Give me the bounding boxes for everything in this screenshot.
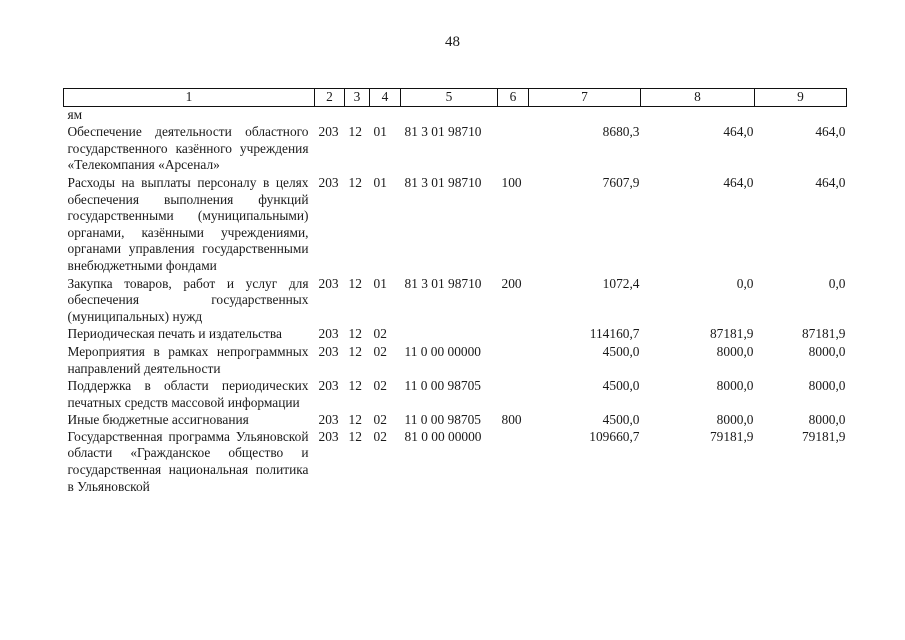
expense-name: Иные бюджетные ассигнования	[67, 412, 249, 428]
amount-col9: 8000,0	[808, 378, 846, 394]
section-code: 12	[348, 343, 362, 359]
amount-col7: 4500,0	[602, 412, 640, 428]
ministry-code: 203	[318, 326, 339, 342]
section-code: 12	[348, 124, 362, 140]
amount-col9: 8000,0	[808, 412, 846, 428]
column-header-8: 8	[641, 89, 755, 107]
expense-name: Поддержка в области периодических печатных средств массовой информации	[67, 378, 309, 410]
column-header-7: 7	[529, 89, 641, 107]
column-header-6: 6	[498, 89, 529, 107]
expense-type-code: 200	[501, 275, 522, 291]
amount-col9: 464,0	[815, 174, 846, 190]
subsection-code: 02	[373, 343, 387, 359]
ministry-code: 203	[318, 124, 339, 140]
ministry-code: 203	[318, 174, 339, 190]
target-article-code: 11 0 00 98705	[404, 412, 481, 428]
expense-name: Мероприятия в рамках непрограммных направлений деятельности	[67, 343, 309, 376]
amount-col7: 4500,0	[602, 378, 640, 394]
amount-col8: 87181,9	[709, 326, 754, 342]
column-header-2: 2	[315, 89, 345, 107]
expense-type-code: 100	[501, 174, 522, 190]
expense-type-code	[498, 106, 529, 124]
amount-col8: 464,0	[723, 124, 754, 140]
subsection-code: 02	[373, 326, 387, 342]
subsection-code: 02	[373, 378, 387, 394]
subsection-code: 01	[373, 124, 387, 140]
table-row	[64, 326, 847, 344]
section-code: 12	[348, 326, 362, 342]
table-row	[64, 276, 847, 327]
table-row	[64, 378, 847, 412]
subsection-code	[370, 106, 401, 124]
ministry-code: 203	[318, 343, 339, 359]
ministry-code: 203	[318, 412, 339, 428]
ministry-code: 203	[318, 378, 339, 394]
amount-col9: 87181,9	[801, 326, 846, 342]
expense-name: Закупка товаров, работ и услуг для обеспечения государственных (муниципальных) нужд	[67, 275, 309, 324]
page-number: 48	[445, 34, 460, 50]
target-article-code: 11 0 00 98705	[404, 378, 481, 394]
target-article-code	[401, 106, 498, 124]
amount-col7	[529, 106, 641, 124]
table-row	[64, 344, 847, 378]
amount-col8: 0,0	[736, 275, 754, 291]
section-code: 12	[348, 428, 362, 444]
section-code: 12	[348, 412, 362, 428]
ministry-code: 203	[318, 275, 339, 291]
target-article-code: 81 3 01 98710	[404, 275, 482, 291]
amount-col8: 8000,0	[716, 412, 754, 428]
table-row	[64, 412, 847, 429]
amount-col8: 79181,9	[709, 428, 754, 444]
expense-type-code	[498, 429, 529, 495]
ministry-code	[315, 106, 345, 124]
column-header-3: 3	[345, 89, 370, 107]
ministry-code: 203	[318, 428, 339, 444]
expense-type-code	[498, 124, 529, 175]
amount-col9: 464,0	[815, 124, 846, 140]
amount-col7: 109660,7	[589, 428, 640, 444]
column-header-5: 5	[401, 89, 498, 107]
expense-name: Государственная программа Ульяновской области «Гражданское общество и государственная национальная политика в Ульяновской	[67, 428, 309, 494]
expense-type-code	[498, 378, 529, 412]
amount-col8: 8000,0	[716, 378, 754, 394]
expense-type-code	[498, 326, 529, 344]
column-number-header-row	[64, 89, 847, 107]
amount-col8: 464,0	[723, 174, 754, 190]
subsection-code: 02	[373, 412, 387, 428]
section-code: 12	[348, 378, 362, 394]
amount-col9: 79181,9	[801, 428, 846, 444]
target-article-code	[401, 326, 498, 344]
expense-name: Обеспечение деятельности областного государственного казённого учреждения «Телекомпания «Арсенал»	[67, 124, 309, 173]
expense-type-code: 800	[501, 412, 522, 428]
subsection-code: 01	[373, 275, 387, 291]
target-article-code: 81 0 00 00000	[404, 428, 482, 444]
target-article-code: 81 3 01 98710	[404, 174, 482, 190]
expense-name: ям	[67, 106, 83, 122]
section-code: 12	[348, 174, 362, 190]
amount-col7: 8680,3	[602, 124, 640, 140]
column-header-4: 4	[370, 89, 401, 107]
subsection-code: 02	[373, 428, 387, 444]
amount-col7: 7607,9	[602, 174, 640, 190]
column-header-1: 1	[64, 89, 315, 107]
amount-col8: 8000,0	[716, 343, 754, 359]
amount-col9	[755, 106, 847, 124]
budget-table	[63, 88, 847, 495]
amount-col7: 1072,4	[602, 275, 640, 291]
target-article-code: 11 0 00 00000	[404, 343, 481, 359]
section-code	[345, 106, 370, 124]
amount-col7: 114160,7	[589, 326, 640, 342]
table-row	[64, 429, 847, 495]
amount-col9: 8000,0	[808, 343, 846, 359]
table-row	[64, 106, 847, 124]
expense-name: Расходы на выплаты персоналу в целях обеспечения выполнения функций государственными (муниципальными) органами, казёнными учреждениями, органами управления государственными внебюджетными фондами	[67, 174, 309, 273]
amount-col9: 0,0	[828, 275, 846, 291]
column-header-9: 9	[755, 89, 847, 107]
table-row	[64, 124, 847, 175]
amount-col7: 4500,0	[602, 343, 640, 359]
expense-type-code	[498, 344, 529, 378]
table-row	[64, 175, 847, 276]
target-article-code: 81 3 01 98710	[404, 124, 482, 140]
amount-col8	[641, 106, 755, 124]
expense-name: Периодическая печать и издательства	[67, 326, 282, 342]
subsection-code: 01	[373, 174, 387, 190]
section-code: 12	[348, 275, 362, 291]
